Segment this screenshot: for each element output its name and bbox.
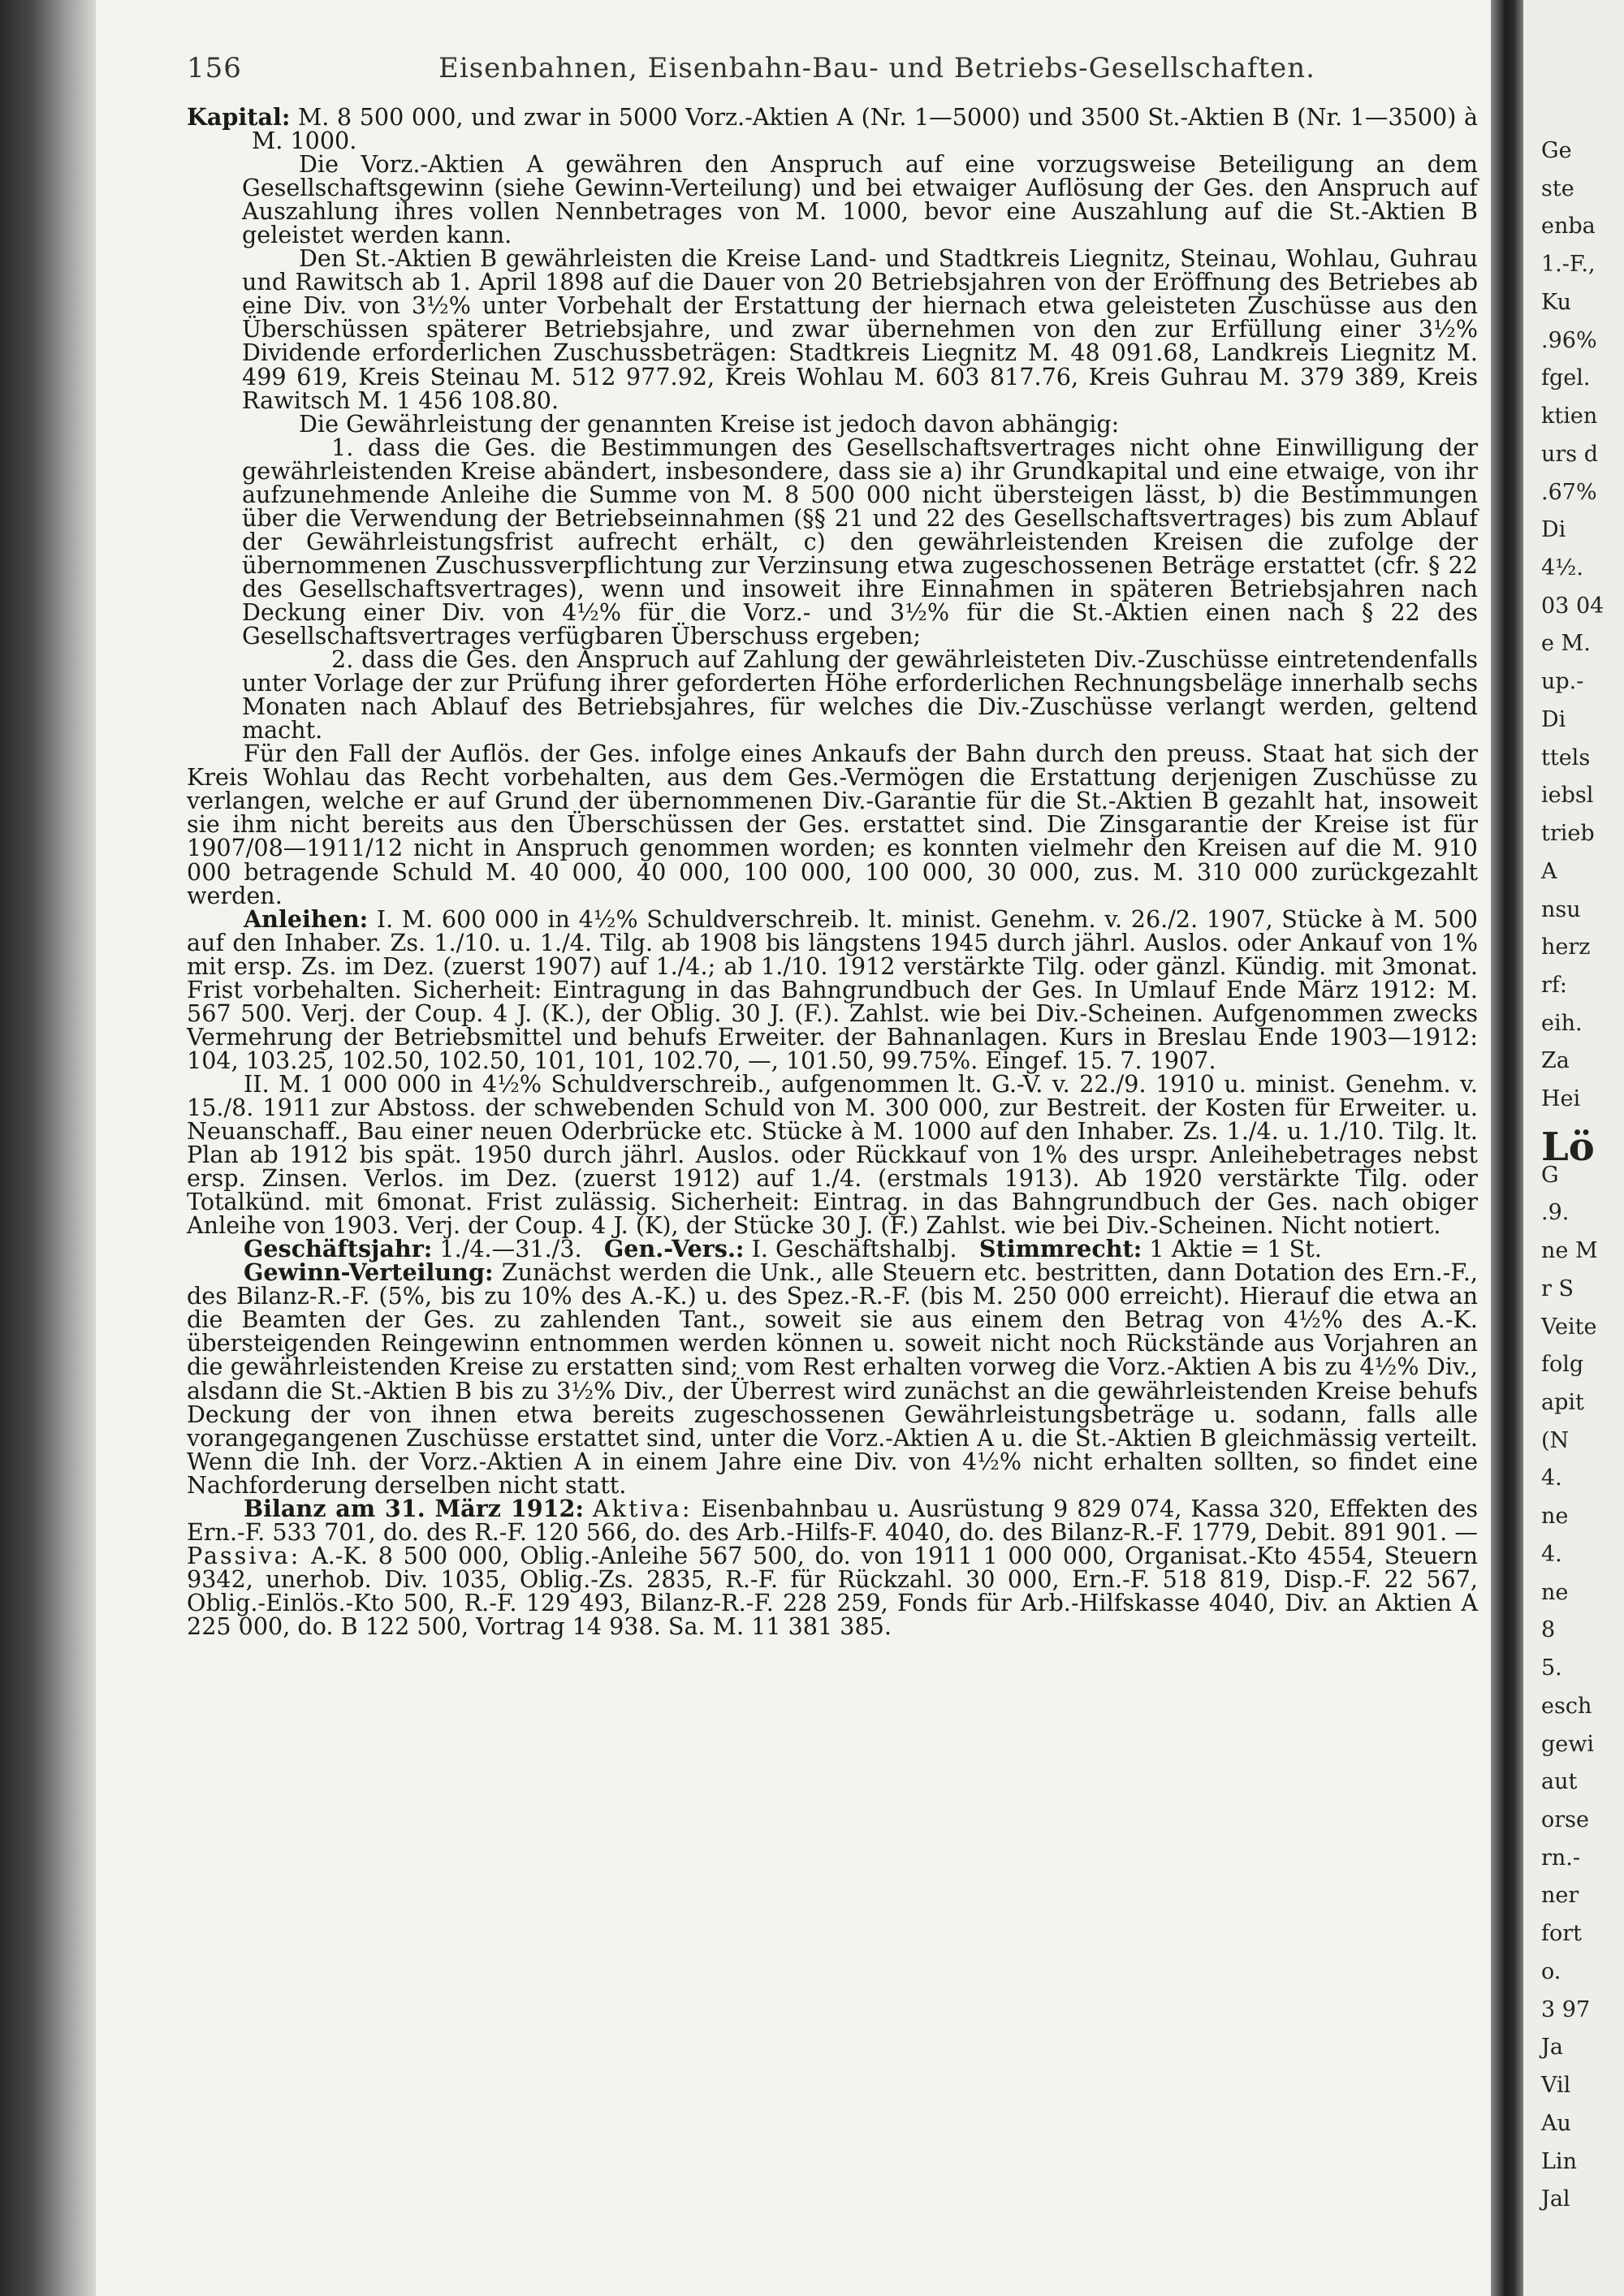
anleihe-1-text: I. M. 600 000 in 4½% Schuldverschreib. lt. minist. Genehm. v. 26./2. 1907, Stücke à M. 500 auf den Inhaber. Zs. 1./10. u. 1./4. Tilg. ab 1908 bis längstens 1945 durch jährl. Auslos. oder Ankauf von 1% mit ersp. Zs. im Dez. (zuerst 1907) auf 1./4.; ab 1./10. 1912 verstärkte Tilg. oder gänzl. Kündig. mit 3monat. Frist vorbehalten. Sicherheit: Eintragung in das Bahngrundbuch der Ges. In Umlauf Ende März 1912: M. 567 500. Verj. der Coup. 4 J. (K.), der Oblig. 30 J. (F.). Zahlst. wie bei Div.-Scheinen. Aufgenommen zwecks Vermehrung der Betriebsmittel und behufs Erweiter. der Bahnanlagen. Kurs in Breslau Ende 1903—1912: 104, 103.25, 102.50, 102.50, 101, 101, 102.70, —, 101.50, 99.75%. Eingef. 15. 7. 1907. (187, 904, 1479, 1074)
book-page (187, 49, 1478, 2273)
adjacent-page-text: Ge (1541, 138, 1572, 163)
adjacent-page-text: Hei (1541, 1086, 1581, 1111)
page-body (187, 103, 1479, 1640)
adjacent-page-text: herz (1541, 934, 1591, 960)
adjacent-page-text: fort (1541, 1921, 1583, 1946)
st-aktien-paragraph: Den St.-Aktien B gewährleisten die Kreise Land- und Stadtkreis Liegnitz, Steinau, Wohlau, Guhrau und Rawitsch ab 1. April 1898 auf die Dauer von 20 Betriebsjahren von der Eröffnung des Betriebes ab eine Div. von 3½% unter Vorbehalt der Erstattung der hiernach etwa geleisteten Zuschüsse aus den Überschüssen späterer Betriebsjahre, und zwar übernehmen von den zur Erfüllung einer 3½% Dividende erforderlichen Zuschussbeträgen: Stadtkreis Liegnitz M. 48 091.68, Landkreis Liegnitz M. 499 619, Kreis Steinau M. 512 977.92, Kreis Wohlau M. 603 817.76, Kreis Guhrau M. 379 389, Kreis Rawitsch M. 1 456 108.80. (242, 244, 1478, 414)
adjacent-page-text: folg (1541, 1352, 1584, 1377)
anleihe-1-paragraph (187, 904, 1479, 1074)
adjacent-page-text: .96% (1541, 328, 1597, 353)
adjacent-page-text: A (1541, 859, 1557, 884)
gewinn-verteilung-paragraph (187, 1258, 1478, 1499)
kapital-text: M. 8 500 000, und zwar in 5000 Vorz.-Aktien A (Nr. 1—5000) und 3500 St.-Aktien B (Nr. 1—3500) à M. 1000. (252, 103, 1478, 155)
adjacent-page-text: Lö (1541, 1124, 1595, 1170)
adjacent-page-text: Ja (1541, 2035, 1563, 2060)
adjacent-page-text: orse (1541, 1807, 1589, 1832)
book-gutter-shadow (1491, 0, 1523, 2296)
adjacent-page-text: Di (1541, 707, 1566, 732)
adjacent-page-text: enba (1541, 214, 1596, 239)
adjacent-page-text: Ku (1541, 290, 1571, 315)
adjacent-page-text: apit (1541, 1390, 1584, 1415)
kapital-heading: Kapital: (187, 103, 291, 131)
adjacent-page-text: up.- (1541, 669, 1584, 694)
adjacent-page-text: aut (1541, 1769, 1578, 1794)
anleihe-2-paragraph: II. M. 1 000 000 in 4½% Schuldverschreib., aufgenommen lt. G.-V. v. 22./9. 1910 u. minist. Genehm. v. 15./8. 1911 zur Abstoss. der schwebenden Schuld von M. 300 000, zur Bestreit. der Kosten für Erweiter. u. Neuanschaff., Bau einer neuen Oderbrücke etc. Stücke à M. 1000 auf den Inhaber. Zs. 1./4. u. 1./10. Tilg. lt. Plan ab 1912 bis spät. 1950 durch jährl. Auslos. oder Rückkauf von 1% des urspr. Anleihebetrages nebst ersp. Zinsen. Verlos. im Dez. (zuerst 1912) auf 1./4. (erstmals 1913). Ab 1920 verstärkte Tilg. oder Totalkünd. mit 6monat. Frist zulässig. Sicherheit: Eintrag. in das Bahngrundbuch der Ges. nach obiger Anleihe von 1903. Verj. der Coup. 4 J. (K), der Stücke 30 J. (F.) Zahlst. wie bei Div.-Scheinen. Nicht notiert. (187, 1069, 1478, 1240)
page-number: 156 (187, 52, 242, 84)
adjacent-page-text: 4½. (1541, 555, 1583, 580)
adjacent-page-text: fgel. (1541, 365, 1591, 391)
gewinn-verteilung-text: Zunächst werden die Unk., alle Steuern etc. bestritten, dann Dotation des Ern.-F., des Bilanz-R.-F. (5%, bis zu 10% des A.-K.) u. des Spez.-R.-F. (bis M. 250 000 erreicht). Hierauf die etwa an die Beamten der Ges. zu zahlenden Tant., soweit sie aus einem den Betrag von 4½% des A.-K. übersteigenden Reingewinn entnommen werden können u. soweit nicht noch Rückstände aus Vorjahren an die gewährleistenden Kreise zu erstatten sind; vom Rest erhalten vorweg die Vorz.-Aktien A bis zu 4½% Div., alsdann die St.-Aktien B bis zu 3½% Div., der Überrest wird zunächst an die gewährleistenden Kreise behufs Deckung der von ihnen etwa bereits zugeschossenen Gewährleistungsbeträge u. sodann, falls alle vorangegangenen Zuschüsse erstattet sind, unter die Vorz.-Aktien A u. die St.-Aktien B gleichmässig verteilt. Wenn die Inh. der Vorz.-Aktien A in einem Jahre eine Div. von 4½% nicht erhalten sollten, so findet eine Nachforderung derselben nicht statt. (187, 1258, 1478, 1499)
adjacent-page-text: trieb (1541, 821, 1595, 846)
adjacent-page-text: ktien (1541, 404, 1598, 429)
adjacent-page-text: rf: (1541, 973, 1567, 998)
adjacent-page-text: 8 (1541, 1617, 1556, 1642)
adjacent-page-text: .9. (1541, 1200, 1570, 1225)
gewinn-verteilung-heading: Gewinn-Verteilung: (244, 1258, 494, 1287)
geschaeftsjahr-value: 1./4.—31./3. (439, 1235, 582, 1263)
adjacent-page-text: eih. (1541, 1011, 1583, 1036)
aufloesung-paragraph: Für den Fall der Auflös. der Ges. infolge eines Ankaufs der Bahn durch den preuss. Staat hat sich der Kreis Wohlau das Recht vorbehalten, aus dem Ges.-Vermögen die Erstattung derjenigen Zuschüsse zu verlangen, welche er auf Grund der übernommenen Div.-Garantie für die St.-Aktien B gezahlt hat, insoweit sie ihm nicht bereits aus den Überschüssen der Ges. erstattet sind. Die Zinsgarantie der Kreise ist für 1907/08—1911/12 nicht in Anspruch genommen worden; es konnten vielmehr den Kreisen auf die M. 910 000 betragende Schuld M. 40 000, 40 000, 100 000, 100 000, 30 000, zus. M. 310 000 zurückgezahlt werden. (187, 740, 1478, 909)
adjacent-page-text: Za (1541, 1048, 1570, 1073)
adjacent-page-text: .67% (1541, 480, 1597, 505)
adjacent-page-text: ne (1541, 1580, 1569, 1605)
stimmrecht-heading: Stimmrecht: (978, 1235, 1142, 1263)
stimmrecht-value: 1 Aktie = 1 St. (1149, 1235, 1322, 1263)
geschaeftsjahr-heading: Geschäftsjahr: (244, 1235, 433, 1263)
adjacent-page-text: 03 04 (1541, 593, 1605, 619)
adjacent-page-text: Di (1541, 517, 1566, 542)
adjacent-page-text: Veite (1541, 1314, 1597, 1340)
adjacent-page-text: Vil (1541, 2073, 1571, 2098)
adjacent-page-text: r S (1541, 1276, 1574, 1301)
adjacent-page-text: urs d (1541, 442, 1599, 467)
page-header (187, 49, 1478, 106)
aktiva-label: Aktiva: (593, 1494, 693, 1522)
adjacent-page-text: iebsl (1541, 783, 1594, 808)
adjacent-page-text: e M. (1541, 631, 1591, 656)
adjacent-page-text: Au (1541, 2111, 1571, 2136)
condition-2: 2. dass die Ges. den Anspruch auf Zahlung der gewährleisteten Div.-Zuschüsse eintretendenfalls unter Vorlage der zur Prüfung ihrer geforderten Höhe erforderlichen Rechnungsbeläge innerhalb sechs Monaten nach Ablauf des Betriebsjahres, für welches die Div.-Zuschüsse verlangt werden, geltend macht. (242, 645, 1478, 744)
adjacent-page-text: Lin (1541, 2149, 1577, 2174)
adjacent-page-text: ne (1541, 1504, 1569, 1529)
condition-1: 1. dass die Ges. die Bestimmungen des Gesellschaftsvertrages nicht ohne Einwilligung der gewährleistenden Kreise abändert, insbesondere, dass sie a) ihr Grundkapital und eine etwaige, von ihr aufzunehmende Anleihe die Summe von M. 8 500 000 nicht übersteigen lässt, b) die Bestimmungen über die Verwendung der Betriebseinnahmen (§§ 21 und 22 des Gesellschaftsvertrages) bis zum Ablauf der Gewährleistungsfrist aufrecht erhält, c) den gewährleistenden Kreisen die zufolge der übernommenen Zuschussverpflichtung zur Verzinsung etwa zugeschossenen Beträge erstattet (cfr. § 22 des Gesellschaftsvertrages), wenn und insoweit ihre Einnahmen in späteren Betriebsjahren nach Deckung einer Div. von 4½% für die Vorz.- und 3½% für die St.-Aktien einen nach § 22 des Gesellschaftsvertrages verfügbaren Überschuss ergeben; (242, 433, 1478, 650)
gen-vers-value: I. Geschäftshalbj. (751, 1235, 957, 1263)
running-title: Eisenbahnen, Eisenbahn-Bau- und Betriebs-Gesellschaften. (438, 52, 1315, 84)
adjacent-page-text: G (1541, 1163, 1559, 1188)
bilanz-paragraph (187, 1494, 1479, 1640)
aktiva-text: Eisenbahnbau u. Ausrüstung 9 829 074, Kassa 320, Effekten des Ern.-F. 533 701, do. des R.-F. 120 566, do. des Arb.-Hilfs-F. 4040, do. des Bilanz-R.-F. 1779, Debit. 891 901. — (187, 1494, 1479, 1546)
passiva-label: Passiva: (187, 1541, 301, 1569)
adjacent-page-text: ner (1541, 1883, 1579, 1908)
anleihen-heading: Anleihen: (244, 904, 369, 933)
gewaehrleistung-intro: Die Gewährleistung der genannten Kreise ist jedoch davon abhängig: (299, 409, 1120, 438)
adjacent-page-text: ttels (1541, 745, 1591, 770)
gen-vers-heading: Gen.-Vers.: (603, 1235, 745, 1263)
adjacent-page-text: o. (1541, 1959, 1561, 1984)
adjacent-page-text: nsu (1541, 897, 1581, 922)
adjacent-page-text: 4. (1541, 1465, 1562, 1491)
adjacent-page-text: gewi (1541, 1732, 1595, 1757)
adjacent-page-text: ste (1541, 176, 1574, 201)
adjacent-page-text: 4. (1541, 1542, 1562, 1567)
scan-left-edge-shadow (0, 0, 96, 2296)
adjacent-page-text: 1.-F., (1541, 252, 1596, 277)
adjacent-page-text: (N (1541, 1428, 1570, 1453)
adjacent-page-text: 3 97 (1541, 1997, 1591, 2022)
geschaeftsjahr-line (187, 1237, 1478, 1261)
adjacent-page-text: rn.- (1541, 1845, 1581, 1871)
adjacent-page-fragment (1523, 0, 1624, 2296)
vorz-aktien-paragraph: Die Vorz.-Aktien A gewähren den Anspruch auf eine vorzugsweise Beteiligung an dem Gesellschaftsgewinn (siehe Gewinn-Verteilung) und bei etwaiger Auflösung der Ges. den Anspruch auf Auszahlung ihres vollen Nennbetrages von M. 1000, bevor eine Auszahlung auf die St.-Aktien B geleistet werden kann. (242, 150, 1478, 249)
kapital-paragraph (187, 103, 1478, 155)
adjacent-page-text: esch (1541, 1694, 1592, 1719)
adjacent-page-text: ne M (1541, 1238, 1598, 1263)
adjacent-page-text: Jal (1541, 2186, 1570, 2212)
passiva-text: A.-K. 8 500 000, Oblig.-Anleihe 567 500, do. von 1911 1 000 000, Organisat.-Kto 4554, Steuern 9342, unerhob. Div. 1035, Oblig.-Zs. 2835, R.-F. für Rückzahl. 30 000, Ern.-F. 518 819, Disp.-F. 22 567, Oblig.-Einlös.-Kto 500, R.-F. 129 493, Bilanz-R.-F. 228 259, Fonds für Arb.-Hilfskasse 4040, Div. an Aktien A 225 000, do. B 122 500, Vortrag 14 938. Sa. M. 11 381 385. (187, 1541, 1478, 1640)
adjacent-page-text: 5. (1541, 1655, 1562, 1681)
bilanz-heading: Bilanz am 31. März 1912: (244, 1494, 584, 1522)
